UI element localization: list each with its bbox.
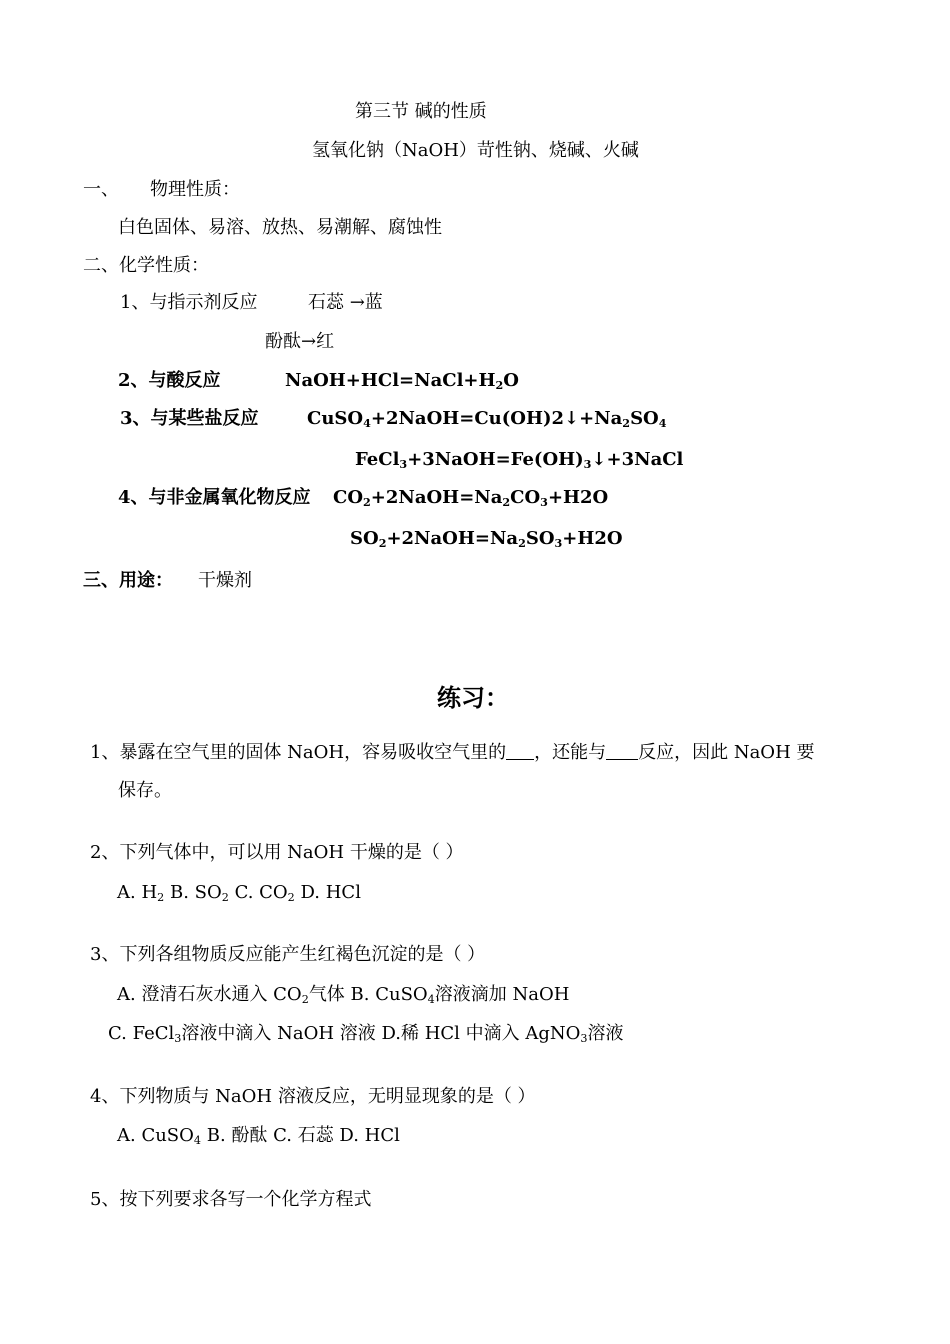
section-3-content: 干燥剂 — [198, 570, 252, 591]
question-5-stem: 5、按下列要求各写一个化学方程式 — [90, 1189, 372, 1210]
question-1-blank-1[interactable] — [506, 741, 534, 760]
acid-label: 2、与酸反应 — [118, 370, 221, 391]
nonmetal-label: 4、与非金属氧化物反应 — [118, 487, 311, 508]
indicator-label: 1、与指示剂反应 — [120, 292, 258, 313]
question-3-stem: 3、下列各组物质反应能产生红褐色沉淀的是（ ） — [90, 944, 486, 965]
salt-equation-2: $FeCl_3+3NaOH=Fe(OH)_3↓+3NaCl$ — [355, 449, 684, 471]
page-title: 第三节 碱的性质 — [355, 101, 487, 122]
section-2-heading: 二、化学性质： — [83, 255, 209, 276]
nonmetal-equation-2: $SO_2+2NaOH=Na_2SO_3+H2O$ — [350, 528, 623, 550]
question-1-line-2: 保存。 — [118, 780, 172, 801]
exercise-heading: 练习： — [437, 683, 509, 712]
question-2-stem: 2、下列气体中，可以用 NaOH 干燥的是（ ） — [90, 842, 464, 863]
indicator-litmus: 石蕊 →蓝 — [308, 292, 383, 313]
indicator-phenol: 酚酞→红 — [265, 331, 335, 352]
question-4-options: A. CuSO$_4$ B. 酚酞 C. 石蕊 D. HCl — [117, 1125, 400, 1147]
salt-label: 3、与某些盐反应 — [120, 408, 259, 429]
page-subtitle: 氢氧化钠（NaOH）苛性钠、烧碱、火碱 — [312, 140, 639, 161]
question-1-blank-2[interactable] — [606, 741, 638, 760]
section-3-label: 三、用途： — [83, 570, 173, 591]
section-1-label: 一、 — [83, 179, 119, 200]
question-3-options-ab: A. 澄清石灰水通入 $CO_2$气体 B. CuSO$_4$溶液滴加 NaOH — [117, 984, 570, 1006]
section-1-title: 物理性质： — [150, 179, 240, 200]
question-1: 1、暴露在空气里的固体 NaOH，容易吸收空气里的 ，还能与 反应，因此 NaOH 要 — [90, 742, 815, 764]
section-1-content: 白色固体、易溶、放热、易潮解、腐蚀性 — [118, 217, 442, 238]
salt-equation-1: $CuSO_4+2NaOH=Cu(OH)2↓+Na_2SO_4$ — [307, 408, 667, 430]
question-3-options-cd: C. FeCl$_3$溶液中滴入 NaOH 溶液 D.稀 HCl 中滴入 AgNO$_3$溶液 — [108, 1023, 624, 1045]
acid-equation: $NaOH+HCl=NaCl+H_2O$ — [285, 370, 519, 392]
question-4-stem: 4、下列物质与 NaOH 溶液反应，无明显现象的是（ ） — [90, 1086, 536, 1107]
question-2-options: A. $H_2$ B. $SO_2$ C. $CO_2$ D. HCl — [117, 882, 361, 904]
nonmetal-equation-1: $CO_2+2NaOH=Na_2CO_3+H2O$ — [333, 487, 609, 509]
